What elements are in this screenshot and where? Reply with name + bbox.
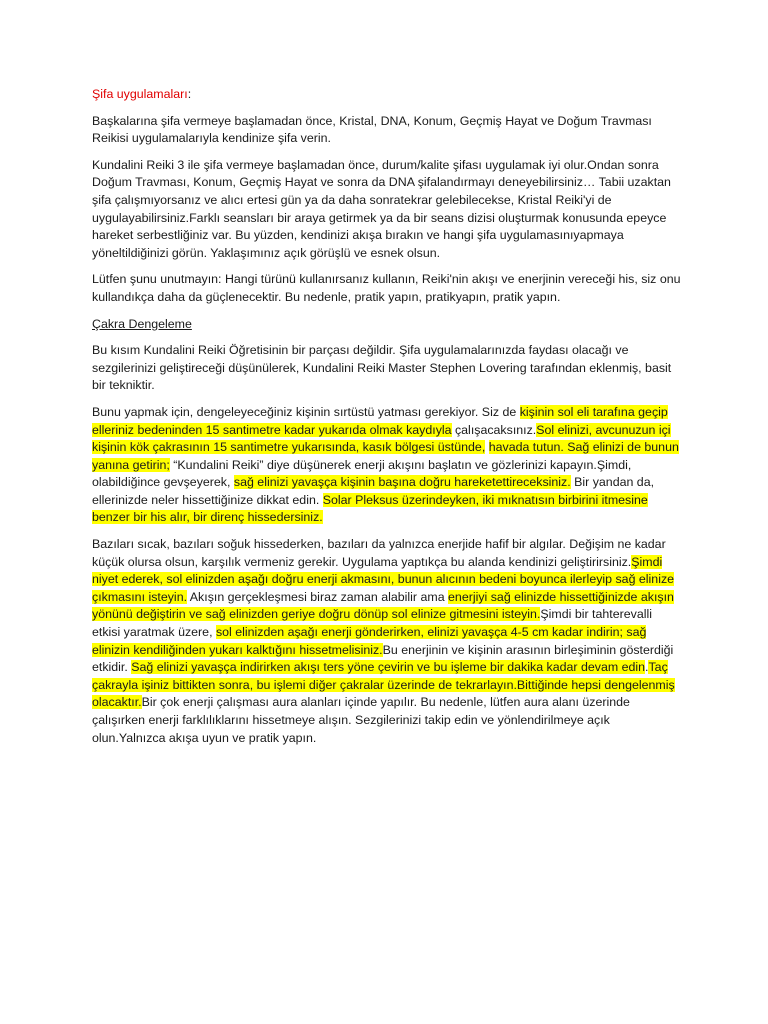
highlighted-text: Taç çakrayla işiniz bittikten sonra, bu işlemi diğer çakralar üzerinde de tekrarlayın.Bittiğinde hepsi dengelenmiş olacaktır. [92, 660, 675, 710]
text-run: Bunu yapmak için, dengeleyeceğiniz kişinin sırtüstü yatması gerekiyor. Siz de [92, 404, 520, 419]
highlighted-text: enerjiyi sağ elinizde hissettiğinizde akışın yönünü değiştirin ve sağ elinizden geriye doğru dönüp sol elinize gitmesini isteyin. [92, 589, 674, 622]
document-page [92, 86, 682, 756]
text-run: Bu enerjinin ve kişinin arasının birleşiminin gösterdiği etkidir. [92, 642, 674, 675]
text-run: Bazıları sıcak, bazıları soğuk hissederken, bazıları da yalnızca enerjide hafif bir algılar. Değişim ne kadar küçük olursa olsun, karşılık vermeniz gerekir. Uygulama yaptıkça bu alanda kendinizi geliştirirsiniz. [92, 537, 666, 569]
paragraph-highlighted [92, 536, 682, 747]
text-run: Bir yandan da, ellerinizde neler hissettiğinize dikkat edin. [92, 475, 655, 507]
paragraph: Kundalini Reiki 3 ile şifa vermeye başlamadan önce, durum/kalite şifası uygulamak iyi olur.Ondan sonra Doğum Travması, Konum, Geçmiş Hayat ve sonra da DNA şifalandırmayı deneyebilirsiniz… Tabii uzaktan şifa çalışmıyorsanız ve alıcı ertesi gün ya da daha sonratekrar gelebilecekse, Kristal Reiki'yi de uygulayabilirsiniz.Farklı seansları bir araya getirmek ya da bir seans dizisi oluşturmak konusunda epeyce hareket serbestliğiniz var. Bu yüzden, kendinizi akışa bırakın ve hangi şifa uygulamasınıyapmaya yöneltildiğinizi görün. Yaklaşımınız açık görüşlü ve esnek olsun. [92, 157, 671, 260]
section-heading-sifa [92, 86, 682, 104]
text-run: . [645, 660, 649, 675]
section-title-colon: : [187, 87, 192, 101]
paragraph: Lütfen şunu unutmayın: Hangi türünü kullanırsanız kullanın, Reiki'nin akışı ve enerjinin vereceği his, siz onu kullandıkça daha da güçlenecektir. Bu nedenle, pratik yapın, pratikyapın, pratik yapın. [92, 272, 681, 304]
text-run: çalışacaksınız. [451, 422, 537, 437]
highlighted-text: Sol elinizi, avcunuzun içi kişinin kök çakrasının 15 santimetre yukarısında, kasık bölgesi üstünde, [92, 422, 671, 455]
paragraph-highlighted [92, 404, 682, 527]
section-title-cakra: Çakra Dengeleme [92, 316, 192, 331]
highlighted-text: sol elinizden aşağı enerji gönderirken, elinizi yavaşça 4-5 cm kadar indirin; sağ elinizin kendiliğinden yukarı kalktığını hissetmelisiniz. [92, 625, 647, 657]
highlighted-text: Sağ elinizi yavaşça indirirken akışı ters yöne çevirin ve bu işleme bir dakika kadar devam edin [131, 660, 646, 675]
text-run: Akışın gerçekleşmesi biraz zaman alabilir ama [187, 589, 449, 604]
text-run: Şimdi bir tahterevalli etkisi yaratmak üzere, [92, 607, 652, 640]
text-run: Bir çok enerji çalışması aura alanları içinde yapılır. Bu nedenle, lütfen aura alanı üzerinde çalışırken enerji farklılıklarını hissetmeye alışın. Sezgilerinizi takip edin ve yönlendirilmeye açık olun.Yalnızca akışa uyun ve pratik yapın. [92, 695, 630, 745]
highlighted-text: kişinin sol eli tarafına geçip elleriniz bedeninden 15 santimetre kadar yukarıda olmak kaydıyla [92, 404, 668, 437]
highlighted-text: Şimdi niyet ederek, sol elinizden aşağı doğru enerji akmasını, bunun alıcının bedeni boyunca ilerleyip sağ elinize çıkmasını isteyin. [92, 554, 675, 604]
paragraph: Başkalarına şifa vermeye başlamadan önce, Kristal, DNA, Konum, Geçmiş Hayat ve Doğum Travması Reikisi uygulamalarıyla kendinize şifa verin. [92, 113, 652, 146]
highlighted-text: havada tutun. Sağ elinizi de bunun yanına getirin; [92, 440, 679, 472]
section-title-sifa: Şifa uygulamaları [92, 87, 188, 101]
text-run: “Kundalini Reiki” diye düşünerek enerji akışını başlatın ve gözlerinizi kapayın.Şimdi, olabildiğince gevşeyerek, [92, 457, 632, 490]
paragraph: Bu kısım Kundalini Reiki Öğretisinin bir parçası değildir. Şifa uygulamalarınızda faydası olacağı ve sezgilerinizi geliştireceği düşünülerek, Kundalini Reiki Master Stephen Lovering tarafından eklenmiş, basit bir tekniktir. [92, 343, 672, 393]
highlighted-text: sağ elinizi yavaşça kişinin başına doğru hareketettireceksiniz. [233, 475, 571, 490]
highlighted-text: Solar Pleksus üzerindeyken, iki mıknatısın birbirini itmesine benzer bir his alır, bir direnç hissedersiniz. [92, 492, 648, 525]
